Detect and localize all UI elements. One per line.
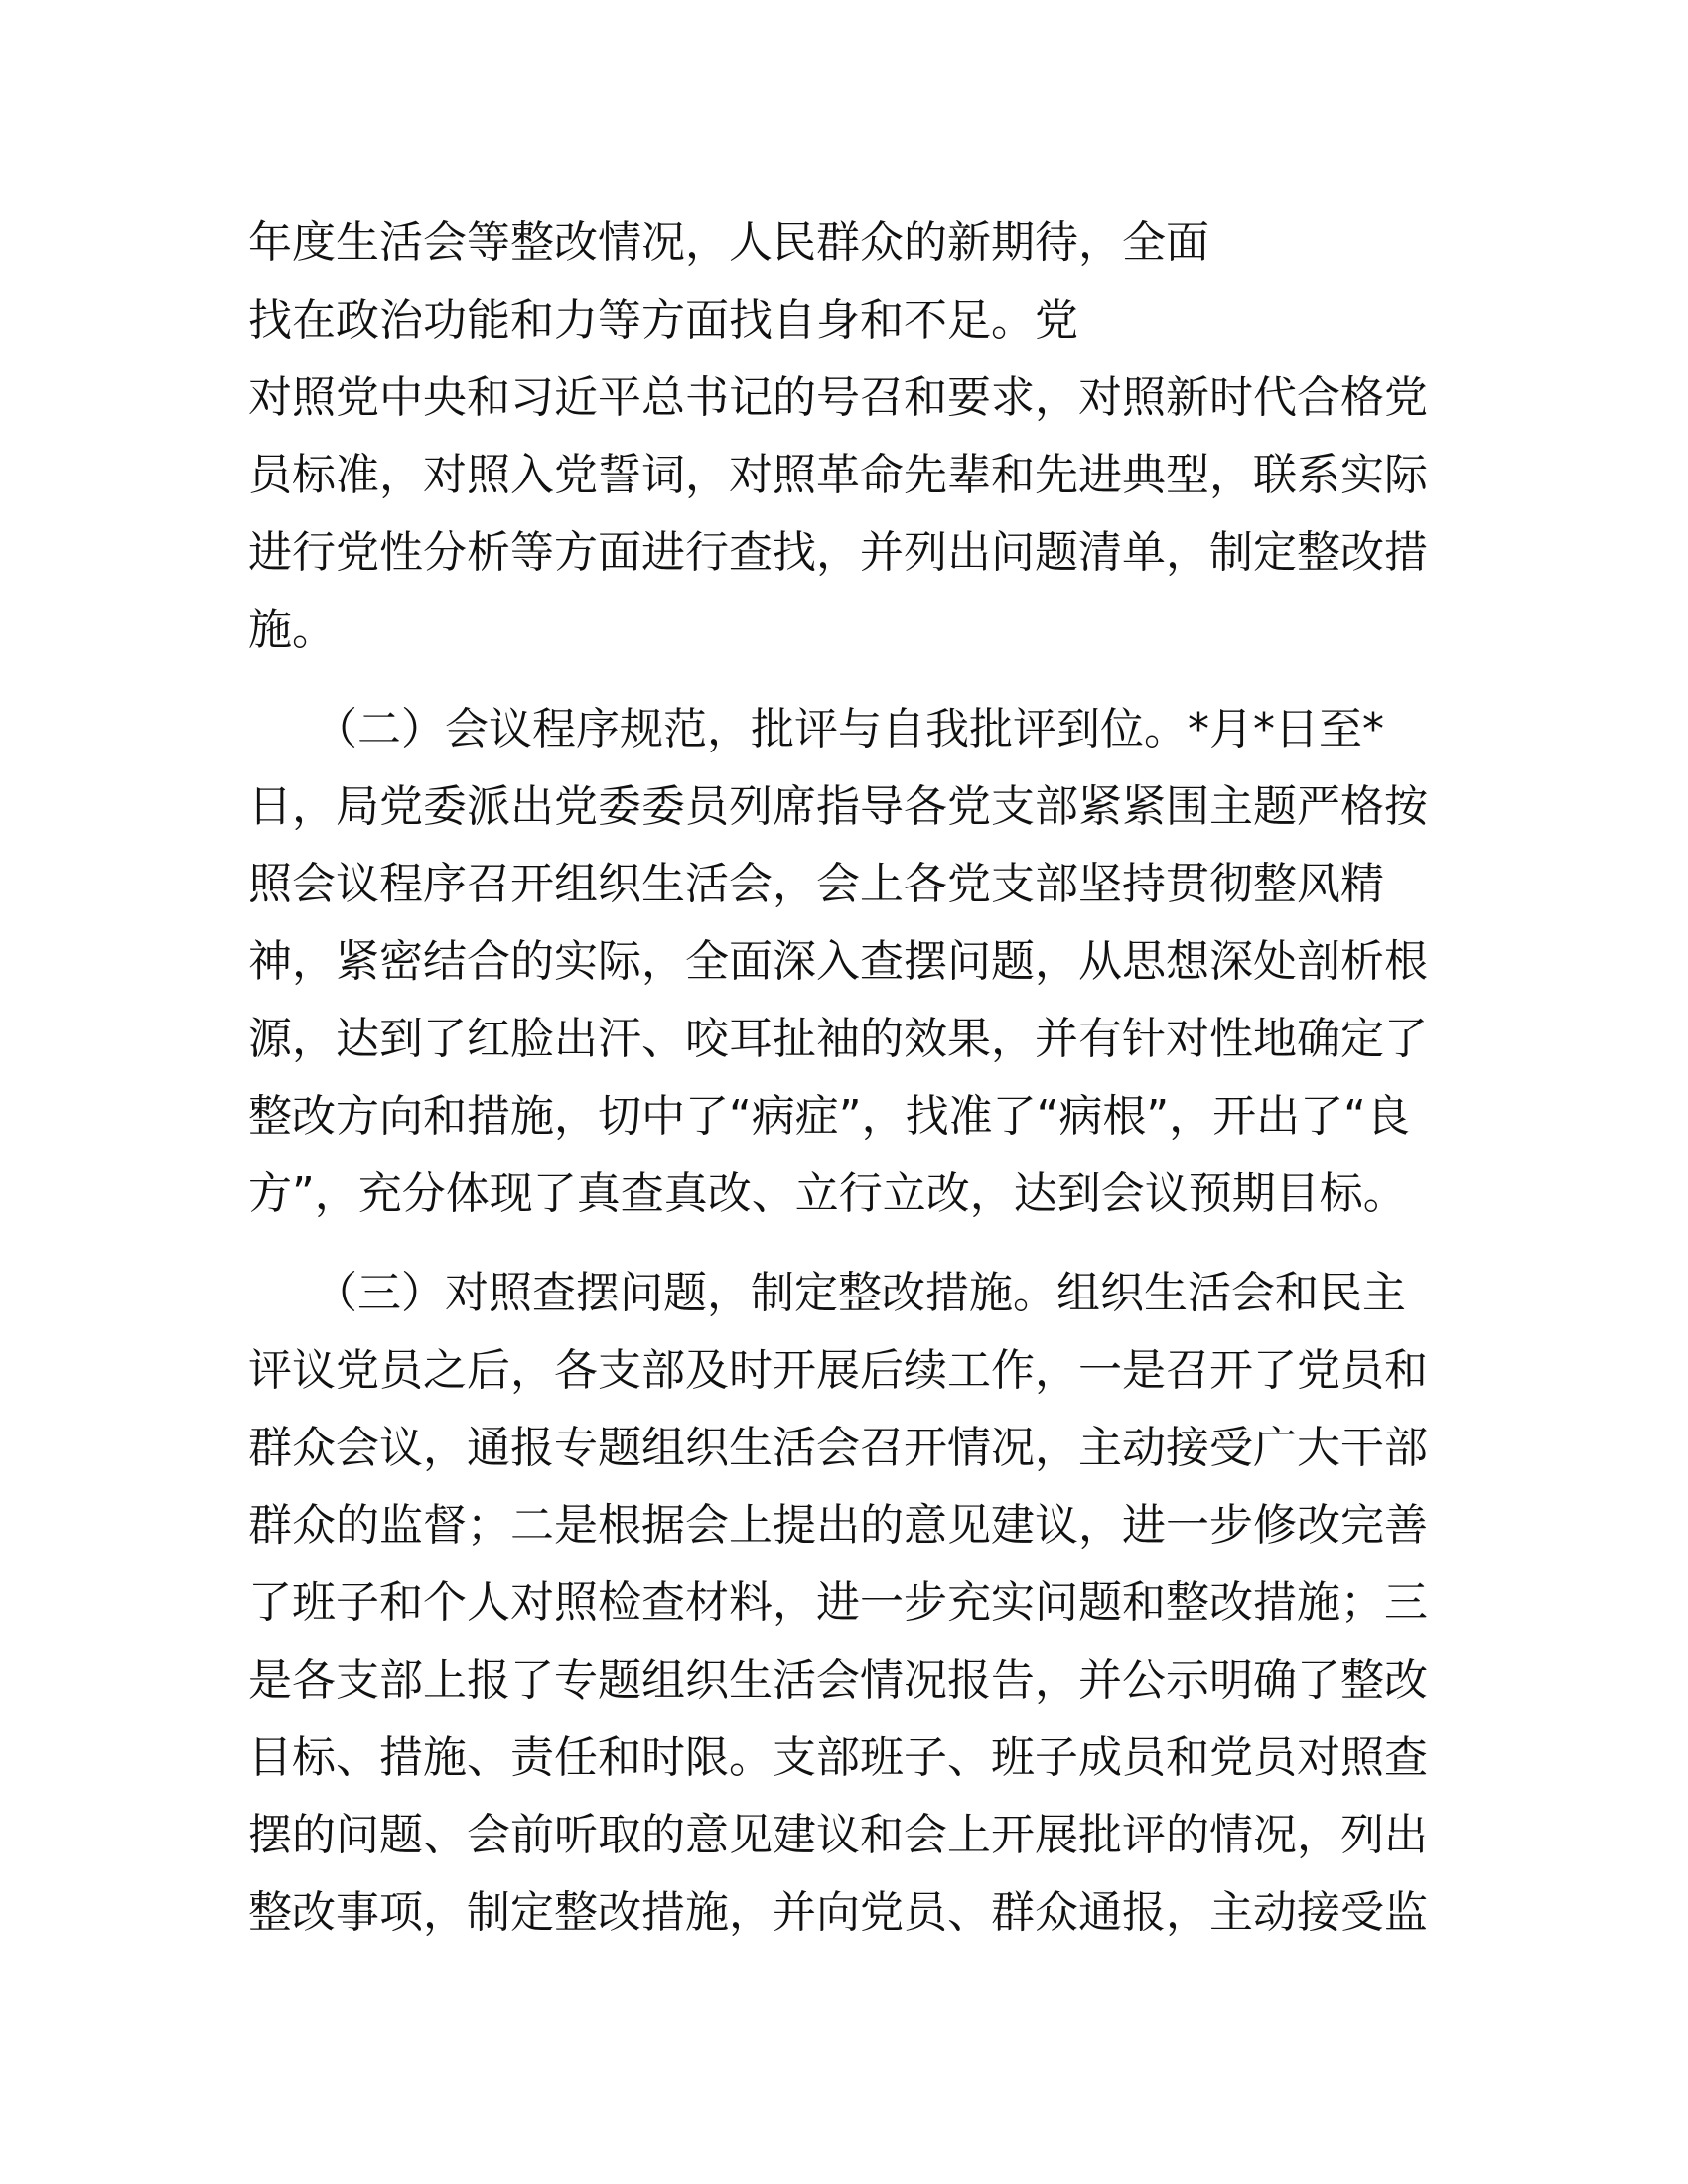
paragraph-section-two xyxy=(248,691,1440,1233)
text-line: 照会议程序召开组织生活会，会上各党支部坚持贯彻整风精 xyxy=(248,859,1384,909)
paragraph-continuation xyxy=(248,205,1440,669)
text-line: 方”，充分体现了真查真改、立行立改，达到会议预期目标。 xyxy=(248,1168,1407,1219)
text-line: 神，紧密结合的实际，全面深入查摆问题，从思想深处剖析根 xyxy=(248,936,1428,987)
text-line: 整改方向和措施，切中了“病症”，找准了“病根”，开出了“良 xyxy=(248,1091,1410,1142)
text-line: 日，局党委派出党委委员列席指导各党支部紧紧围主题严格按 xyxy=(248,781,1428,832)
text-line: （二）会议程序规范，批评与自我批评到位。*月*日至* xyxy=(248,704,1384,754)
text-line: 进行党性分析等方面进行查找，并列出问题清单，制定整改措 xyxy=(248,527,1428,578)
text-line: 群众的监督；二是根据会上提出的意见建议，进一步修改完善 xyxy=(248,1500,1428,1551)
text-line: 年度生活会等整改情况，人民群众的新期待，全面 xyxy=(248,217,1209,268)
text-line: 找在政治功能和力等方面找自身和不足。党 xyxy=(248,295,1078,345)
paragraph-spacer xyxy=(248,1233,1440,1255)
text-line: 源，达到了红脸出汗、咬耳扯袖的效果，并有针对性地确定了 xyxy=(248,1014,1428,1064)
text-line: 群众会议，通报专题组织生活会召开情况，主动接受广大干部 xyxy=(248,1423,1428,1473)
text-line: 评议党员之后，各支部及时开展后续工作，一是召开了党员和 xyxy=(248,1345,1428,1396)
text-line: 整改事项，制定整改措施，并向党员、群众通报，主动接受监 xyxy=(248,1887,1428,1938)
text-line: 了班子和个人对照检查材料，进一步充实问题和整改措施；三 xyxy=(248,1577,1428,1628)
document-body xyxy=(248,205,1440,1952)
text-line: 是各支部上报了专题组织生活会情况报告，并公示明确了整改 xyxy=(248,1655,1428,1706)
text-line: 对照党中央和习近平总书记的号召和要求，对照新时代合格党 xyxy=(248,372,1428,423)
text-line: （三）对照查摆问题，制定整改措施。组织生活会和民主 xyxy=(248,1268,1406,1318)
text-line: 施。 xyxy=(248,605,336,655)
text-line: 目标、措施、责任和时限。支部班子、班子成员和党员对照查 xyxy=(248,1732,1428,1783)
text-line: 摆的问题、会前听取的意见建议和会上开展批评的情况，列出 xyxy=(248,1810,1428,1860)
text-line: 员标准，对照入党誓词，对照革命先辈和先进典型，联系实际 xyxy=(248,450,1428,500)
paragraph-section-three xyxy=(248,1255,1440,1952)
paragraph-spacer xyxy=(248,669,1440,691)
